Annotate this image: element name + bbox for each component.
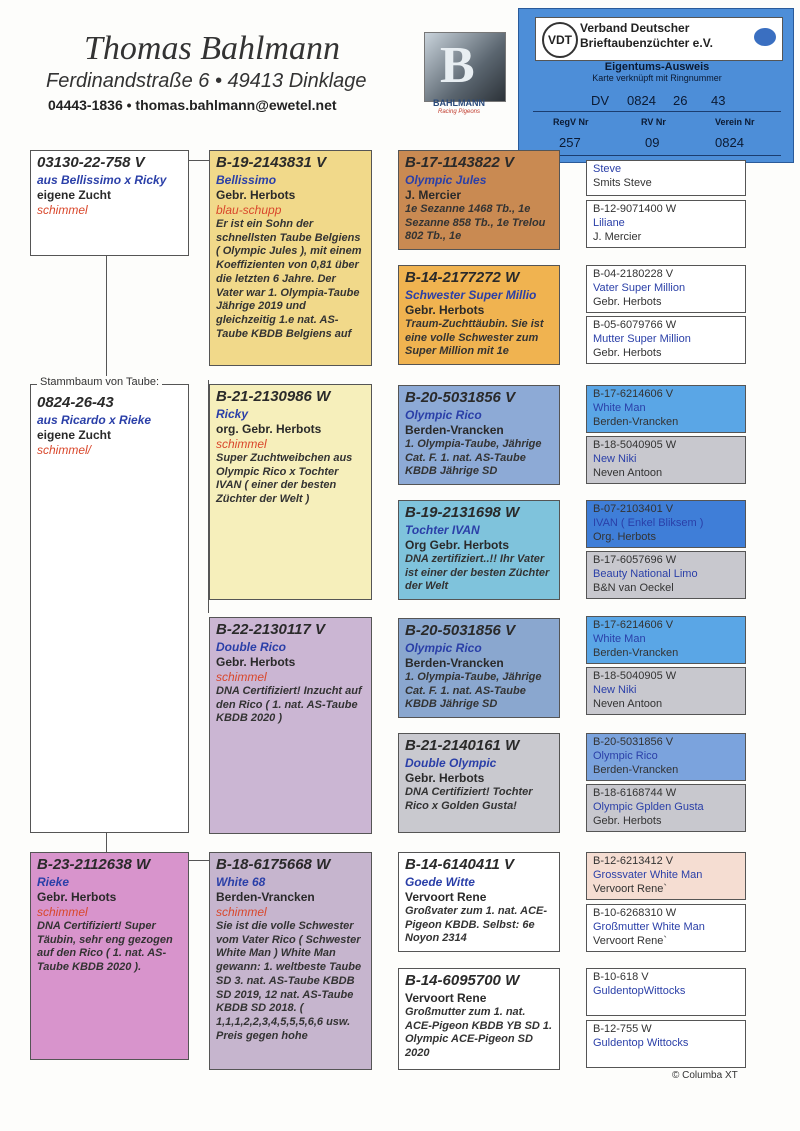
gen4-box-15: B-10-618 V GuldentopWittocks — [586, 968, 746, 1016]
logo-sub: Racing Pigeons — [437, 109, 481, 115]
ring-club: 0824 — [627, 93, 656, 108]
ring-number: 43 — [711, 93, 726, 108]
card-org: Verband Deutscher Brieftaubenzüchter e.V. — [580, 21, 713, 50]
gen3-box-7: B-14-6140411 V Goede Witte Vervoort Rene Großvater zum 1. nat. ACE-Pigeon KBDB. Selbst: 6e Noyon 2314 — [398, 852, 560, 952]
breeder-address: Ferdinandstraße 6 • 49413 Dinklage — [46, 70, 367, 92]
card-label-rv: RV Nr — [641, 117, 666, 127]
card-title: Eigentums-Ausweis — [604, 61, 710, 73]
gen3-box-1: B-17-1143822 V Olympic Jules J. Mercier 1e Sezanne 1468 Tb., 1e Sezanne 858 Tb., 1e Trelou 802 Tb., 1e — [398, 150, 560, 250]
gen4-box-13: B-12-6213412 V Grossvater White Man Vervoort Rene` — [586, 852, 746, 900]
gen4-box-4: B-05-6079766 W Mutter Super Million Gebr. Herbots — [586, 316, 746, 364]
gen4-box-7: B-07-2103401 V IVAN ( Enkel Bliksem ) Org. Herbots — [586, 500, 746, 548]
gen2-sire-dam: B-21-2130986 W Ricky org. Gebr. Herbots schimmel Super Zuchtweibchen aus Olympic Rico x Tochter IVAN ( einer der besten Züchter der Welt ) — [209, 384, 372, 600]
subject-legend: Stammbaum von Taube: — [37, 376, 162, 390]
gen4-box-12: B-18-6168744 W Olympic Gplden Gusta Gebr. Herbots — [586, 784, 746, 832]
gen4-box-14: B-10-6268310 W Großmutter White Man Vervoort Rene` — [586, 904, 746, 952]
card-note: Karte verknüpft mit Ringnummer — [592, 73, 722, 83]
card-label-verein: Verein Nr — [715, 117, 755, 127]
gen4-box-1: Steve Smits Steve — [586, 160, 746, 196]
card-header — [535, 17, 783, 61]
gen2-sire-sire: B-19-2143831 V Bellissimo Gebr. Herbots blau-schupp Er ist ein Sohn der schnellsten Taube Belgiens ( Olympic Jules ), mit einem Koeffizienten von 0,81 über die letzten 6 Jahre. Der Vater war 1. Olympia-Taube Jährige 2019 und gleichzeitig 1.e nat. AS-Taube KBDB Belgiens auf — [209, 150, 372, 366]
footer-credit: © Columba XT — [672, 1070, 738, 1081]
gen4-box-3: B-04-2180228 V Vater Super Million Gebr. Herbots — [586, 265, 746, 313]
gen4-box-9: B-17-6214606 V White Man Berden-Vrancken — [586, 616, 746, 664]
gen4-box-2: B-12-9071400 W Liliane J. Mercier — [586, 200, 746, 248]
vdt-seal-icon: VDT — [542, 22, 578, 58]
gen3-box-8: B-14-6095700 W Vervoort Rene Großmutter zum 1. nat. ACE-Pigeon KBDB YB SD 1. Olympic ACE-Pigeon SD 2020 — [398, 968, 560, 1070]
card-label-regv: RegV Nr — [553, 117, 589, 127]
gen4-box-8: B-17-6057696 W Beauty National Limo B&N van Oeckel — [586, 551, 746, 599]
gen3-box-2: B-14-2177272 W Schwester Super Millio Gebr. Herbots Traum-Zuchttäubin. Sie ist eine volle Schwester zum Super Million mit 1e — [398, 265, 560, 365]
card-value-verein: 0824 — [715, 135, 744, 150]
gen3-box-3: B-20-5031856 V Olympic Rico Berden-Vrancken 1. Olympia-Taube, Jährige Cat. F. 1. nat. AS-Taube KBDB Jährige SD — [398, 385, 560, 485]
gen2-dam-dam: B-18-6175668 W White 68 Berden-Vrancken schimmel Sie ist die volle Schwester vom Vater Rico ( Schwester White Man ) White Man gewann: 1. weltbeste Taube SD 3. nat. AS-Taube KBDB SD 2019, 12 nat. AS-Taube KBDB SD 2018. ( 1,1,1,2,2,3,4,5,5,5,6,6 usw. Preis gegen hohe — [209, 852, 372, 1070]
logo-letter: B — [440, 37, 475, 94]
gen3-box-6: B-21-2140161 W Double Olympic Gebr. Herbots DNA Certifiziert! Tochter Rico x Golden Gusta! — [398, 733, 560, 833]
breeder-contact: 04443-1836 • thomas.bahlmann@ewetel.net — [48, 97, 337, 113]
gen3-box-4: B-19-2131698 W Tochter IVAN Org Gebr. Herbots DNA zertifiziert..!! Ihr Vater ist einer der besten Züchter der Welt — [398, 500, 560, 600]
gen2-dam-sire: B-22-2130117 V Double Rico Gebr. Herbots schimmel DNA Certifiziert! Inzucht auf den Rico ( 1. nat. AS-Taube KBDB 2020 ) — [209, 617, 372, 834]
pigeon-subject: Stammbaum von Taube: 0824-26-43 aus Ricardo x Rieke eigene Zucht schimmel/ — [30, 384, 189, 833]
gen4-box-10: B-18-5040905 W New Niki Neven Antoon — [586, 667, 746, 715]
card-value-regv: 257 — [559, 135, 581, 150]
card-value-rv: 09 — [645, 135, 660, 150]
gen4-box-11: B-20-5031856 V Olympic Rico Berden-Vrancken — [586, 733, 746, 781]
breeder-name: Thomas Bahlmann — [84, 30, 340, 67]
ring-country: DV — [591, 93, 610, 108]
globe-icon — [754, 28, 776, 46]
gen4-box-16: B-12-755 W Guldentop Wittocks — [586, 1020, 746, 1068]
bahlmann-logo — [418, 32, 500, 118]
pigeon-sire: 03130-22-758 V aus Bellissimo x Ricky eigene Zucht schimmel — [30, 150, 189, 256]
ring-year: 26 — [673, 93, 688, 108]
logo-brand: BAHLMANN — [433, 98, 485, 108]
gen4-box-6: B-18-5040905 W New Niki Neven Antoon — [586, 436, 746, 484]
ownership-card — [518, 8, 794, 163]
gen3-box-5: B-20-5031856 V Olympic Rico Berden-Vrancken 1. Olympia-Taube, Jährige Cat. F. 1. nat. AS-Taube KBDB Jährige SD — [398, 618, 560, 718]
gen4-box-5: B-17-6214606 V White Man Berden-Vrancken — [586, 385, 746, 433]
pigeon-dam: B-23-2112638 W Rieke Gebr. Herbots schimmel DNA Certifiziert! Super Täubin, sehr eng gezogen auf den Rico ( 1. nat. AS-Taube KBDB 2020 ). — [30, 852, 189, 1060]
